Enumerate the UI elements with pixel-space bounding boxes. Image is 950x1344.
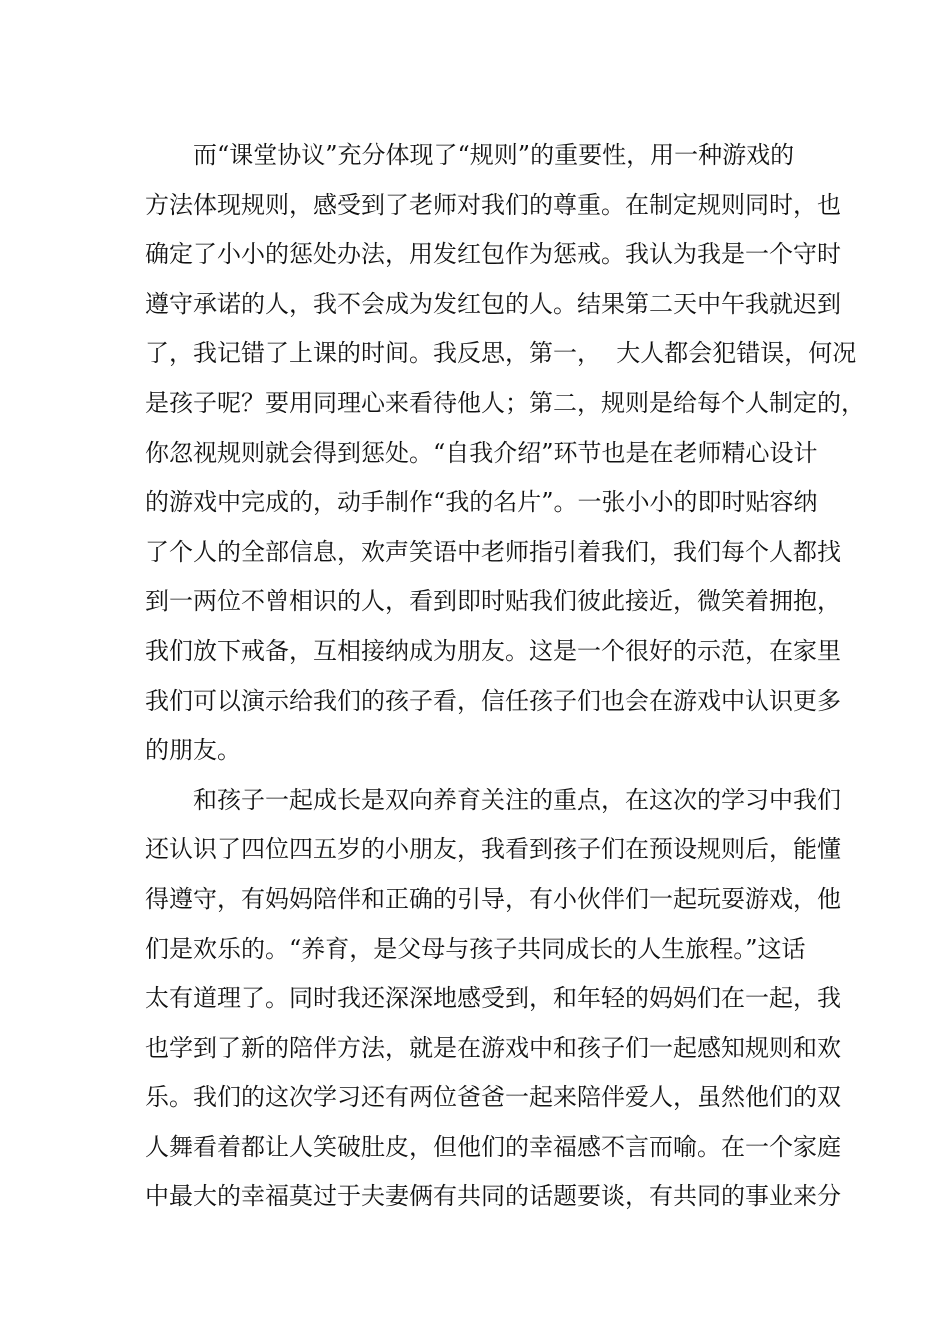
paragraph-1: [145, 131, 865, 776]
text-line: 我们放下戒备，互相接纳成为朋友。这是一个很好的示范，在家里: [145, 636, 841, 665]
text-line: 也学到了新的陪伴方法，就是在游戏中和孩子们一起感知规则和欢: [145, 1033, 841, 1062]
text-line: 乐。我们的这次学习还有两位爸爸一起来陪伴爱人，虽然他们的双: [145, 1083, 841, 1112]
text-line: 而“课堂协议”充分体现了“规则”的重要性，用一种游戏的: [193, 141, 795, 169]
text-line: 到一两位不曾相识的人，看到即时贴我们彼此接近，微笑着拥抱，: [145, 587, 841, 616]
paragraph-2: [145, 776, 841, 1222]
text-line: 的朋友。: [145, 736, 241, 765]
text-line: 中最大的幸福莫过于夫妻俩有共同的话题要谈，有共同的事业来分: [145, 1182, 841, 1211]
text-line: 太有道理了。同时我还深深地感受到，和年轻的妈妈们在一起，我: [145, 984, 841, 1013]
text-line: 们是欢乐的。“养育，是父母与孩子共同成长的人生旅程。”这话: [145, 934, 806, 963]
text-line: 我们可以演示给我们的孩子看，信任孩子们也会在游戏中认识更多: [145, 686, 841, 715]
text-line: 遵守承诺的人，我不会成为发红包的人。结果第二天中午我就迟到: [145, 289, 841, 318]
text-line: 还认识了四位四五岁的小朋友，我看到孩子们在预设规则后，能懂: [145, 835, 841, 864]
text-line: 了个人的全部信息，欢声笑语中老师指引着我们，我们每个人都找: [145, 537, 841, 566]
text-line: 方法体现规则，感受到了老师对我们的尊重。在制定规则同时，也: [145, 190, 841, 219]
text-line: 确定了小小的惩处办法，用发红包作为惩戒。我认为我是一个守时: [145, 240, 841, 269]
text-line: 你忽视规则就会得到惩处。“自我介绍”环节也是在老师精心设计: [145, 438, 818, 467]
text-line: 和孩子一起成长是双向养育关注的重点，在这次的学习中我们: [193, 785, 841, 814]
text-line: 得遵守，有妈妈陪伴和正确的引导，有小伙伴们一起玩耍游戏，他: [145, 884, 841, 913]
text-line: 是孩子呢？要用同理心来看待他人；第二，规则是给每个人制定的，: [145, 388, 865, 417]
text-line: 了，我记错了上课的时间。我反思，第一， 大人都会犯错误，何况: [145, 339, 857, 368]
document-body: [145, 131, 865, 1222]
text-line: 人舞看着都让人笑破肚皮，但他们的幸福感不言而喻。在一个家庭: [145, 1132, 841, 1161]
text-line: 的游戏中完成的，动手制作“我的名片”。一张小小的即时贴容纳: [145, 488, 818, 517]
